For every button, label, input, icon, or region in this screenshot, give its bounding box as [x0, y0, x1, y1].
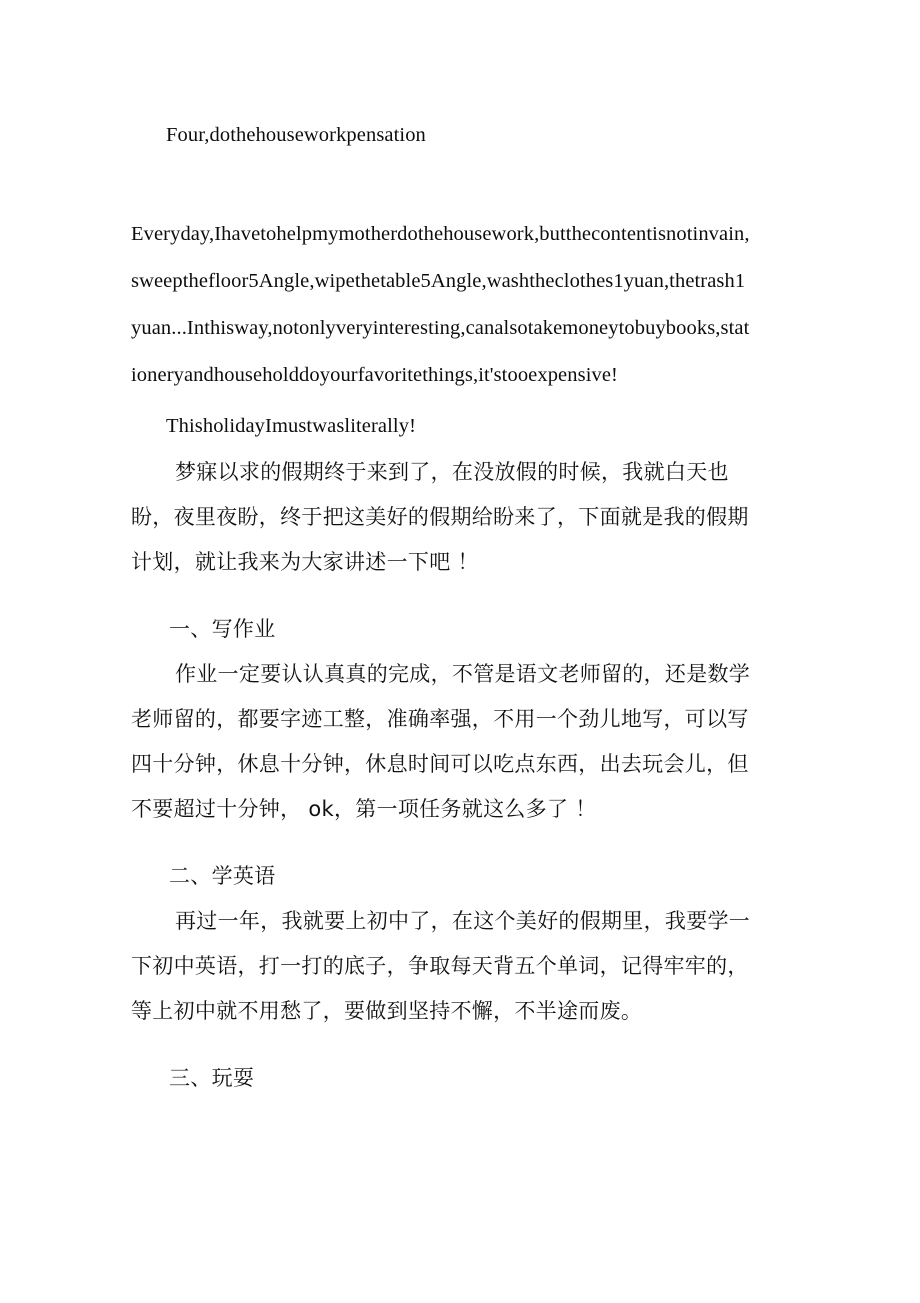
- section-body-english: 再过一年，我就要上初中了，在这个美好的假期里，我要学一下初中英语，打一打的底子，争取每天背五个单词，记得牢牢的，等上初中就不用愁了，要做到坚持不懈，不半途而废。: [131, 909, 751, 1023]
- section-body-homework: 作业一定要认认真真的完成，不管是语文老师留的，还是数学老师留的，都要字迹工整，准确率强，不用一个劲儿地写，可以写四十分钟，休息十分钟，休息时间可以吃点东西，出去玩会儿，但不要超过十分钟， ok，第一项任务就这么多了 ！: [131, 662, 751, 821]
- english-paragraph: Everyday,Ihavetohelpmymotherdothehousework,butthecontentisnotinvain,sweepthefloor5Angle,wipethetable5Angle,washtheclothes1yuan,thetrash1yuan...Inthisway,notonlyveryinteresting,canalsotakemoneytobuybooks,stationeryandhouseholddoyourfavoritethings,it'stooexpensive!: [131, 223, 750, 386]
- section-heading-play: 三、玩耍: [169, 1066, 255, 1090]
- spacer: [131, 832, 753, 854]
- section-heading-english: 二、学英语: [169, 864, 276, 888]
- spacer: [131, 585, 753, 607]
- english-closing-line: ThisholidayImustwasliterally!: [166, 415, 416, 437]
- section-title-housework: Four,dothehouseworkpensation: [166, 124, 426, 146]
- spacer: [131, 1034, 753, 1056]
- document-body: [131, 112, 753, 1101]
- spacer: [131, 159, 753, 211]
- chinese-intro-paragraph: 梦寐以求的假期终于来到了，在没放假的时候，我就白天也盼，夜里夜盼，终于把这美好的假期给盼来了，下面就是我的假期计划，就让我来为大家讲述一下吧 ！: [131, 460, 749, 574]
- section-heading-homework: 一、写作业: [169, 617, 276, 641]
